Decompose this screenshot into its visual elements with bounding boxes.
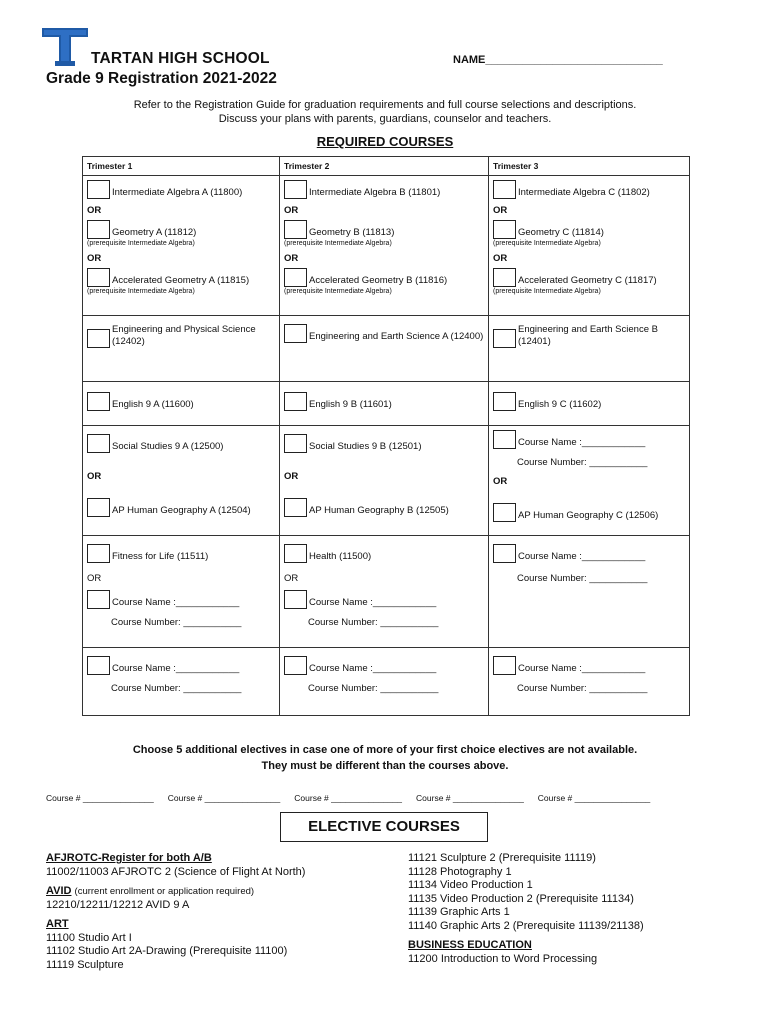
instruction-line-2: They must be different than the courses above.	[261, 760, 509, 772]
course-label: English 9 C (11602)	[518, 399, 602, 410]
course-label: AP Human Geography A (12504)	[112, 505, 251, 516]
checkbox[interactable]	[87, 656, 110, 675]
science-cell-3	[489, 316, 690, 382]
or-label: OR	[87, 253, 102, 264]
course-number-field[interactable]: Course Number: ___________	[517, 573, 648, 584]
checkbox[interactable]	[87, 392, 110, 411]
or-label: OR	[284, 205, 299, 216]
elective-item: 11134 Video Production 1	[408, 879, 533, 891]
checkbox[interactable]	[284, 268, 307, 287]
elective-cell-1	[83, 648, 280, 716]
course-number-field[interactable]: Course Number: ___________	[517, 457, 648, 468]
course-label: Accelerated Geometry A (11815)	[112, 275, 250, 286]
checkbox[interactable]	[87, 268, 110, 287]
english-cell-2	[280, 382, 489, 426]
course-name-field[interactable]: Course Name :____________	[309, 597, 437, 608]
course-number-field[interactable]: Course Number: ___________	[111, 617, 242, 628]
course-label: AP Human Geography C (12506)	[518, 510, 659, 521]
elective-item: 11135 Video Production 2 (Prerequisite 11134)	[408, 892, 634, 905]
trimester-3-header: Trimester 3	[489, 157, 690, 176]
course-name-field[interactable]: Course Name :____________	[518, 437, 646, 448]
checkbox[interactable]	[284, 590, 307, 609]
checkbox[interactable]	[493, 180, 516, 199]
course-label: Fitness for Life (11511)	[112, 551, 209, 562]
course-name-field[interactable]: Course Name :____________	[518, 663, 646, 674]
avid-note: (current enrollment or application required)	[74, 886, 255, 897]
checkbox[interactable]	[87, 180, 110, 199]
checkbox[interactable]	[493, 268, 516, 287]
or-label: OR	[284, 471, 299, 482]
prereq-note: (prerequisite Intermediate Algebra)	[87, 240, 195, 247]
checkbox[interactable]	[284, 656, 307, 675]
course-label: Engineering and Earth Science A (12400)	[309, 331, 484, 342]
instruction-line-1: Choose 5 additional electives in case one of more of your first choice electives are not available.	[132, 744, 638, 756]
school-name: TARTAN HIGH SCHOOL	[91, 50, 270, 67]
course-label: Accelerated Geometry B (11816)	[309, 275, 448, 286]
required-courses-title: REQUIRED COURSES	[316, 134, 454, 149]
elective-item: 11121 Sculpture 2 (Prerequisite 11119)	[408, 852, 596, 864]
checkbox[interactable]	[493, 544, 516, 563]
course-label: Intermediate Algebra A (11800)	[112, 187, 243, 198]
course-name-field[interactable]: Course Name :____________	[518, 551, 646, 562]
course-label: Engineering and Physical Science (12402)	[112, 324, 256, 347]
science-cell-2	[280, 316, 489, 382]
course-name-field[interactable]: Course Name :____________	[112, 663, 240, 674]
math-cell-1	[83, 176, 280, 316]
alternate-course-field[interactable]: Course # ________________	[537, 793, 651, 803]
elective-item: 11200 Introduction to Word Processing	[408, 952, 598, 965]
course-label: Social Studies 9 A (12500)	[112, 441, 224, 452]
intro-line-2: Discuss your plans with parents, guardians, counselor and teachers.	[218, 113, 552, 125]
elective-cell-2	[280, 648, 489, 716]
checkbox[interactable]	[87, 544, 110, 563]
elective-item: 11102 Studio Art 2A-Drawing (Prerequisite 11100)	[46, 945, 288, 957]
course-name-field[interactable]: Course Name :____________	[309, 663, 437, 674]
pe-cell-2	[280, 536, 489, 648]
or-label: OR	[493, 476, 508, 487]
or-label: OR	[493, 253, 508, 264]
trimester-1-header: Trimester 1	[83, 157, 280, 176]
checkbox[interactable]	[87, 329, 110, 348]
electives-right-column	[408, 852, 644, 966]
course-label: Intermediate Algebra C (11802)	[518, 187, 650, 198]
course-label: Geometry C (11814)	[518, 227, 604, 238]
elective-item: 11002/11003 AFJROTC 2 (Science of Flight At North)	[46, 865, 306, 878]
course-number-field[interactable]: Course Number: ___________	[517, 683, 648, 694]
or-label: OR	[284, 253, 299, 264]
course-label: English 9 B (11601)	[309, 399, 392, 410]
social-cell-3	[489, 426, 690, 536]
alternate-course-field[interactable]: Course # _______________	[294, 793, 403, 803]
checkbox[interactable]	[87, 220, 110, 239]
alternate-course-field[interactable]: Course # ________________	[167, 793, 281, 803]
intro-text	[0, 98, 770, 126]
checkbox[interactable]	[493, 430, 516, 449]
afjrotc-heading: AFJROTC-Register for both A/B	[46, 852, 212, 864]
pe-cell-1	[83, 536, 280, 648]
alternate-course-field[interactable]: Course # _______________	[416, 793, 524, 803]
english-cell-1	[83, 382, 280, 426]
or-label: OR	[87, 573, 102, 584]
elective-item: 11139 Graphic Arts 1	[408, 906, 510, 918]
checkbox[interactable]	[284, 498, 307, 517]
checkbox[interactable]	[493, 392, 516, 411]
checkbox[interactable]	[87, 590, 110, 609]
checkbox[interactable]	[493, 220, 516, 239]
checkbox[interactable]	[284, 544, 307, 563]
course-label: AP Human Geography B (12505)	[309, 505, 449, 516]
prereq-note: (prerequisite Intermediate Algebra)	[284, 240, 392, 247]
required-courses-table	[82, 156, 690, 716]
english-cell-3	[489, 382, 690, 426]
elective-item: 12210/12211/12212 AVID 9 A	[46, 898, 190, 911]
checkbox[interactable]	[284, 434, 307, 453]
trimester-2-header: Trimester 2	[280, 157, 489, 176]
course-label: English 9 A (11600)	[112, 399, 194, 410]
course-label: Health (11500)	[309, 551, 372, 562]
art-heading: ART	[46, 918, 69, 930]
checkbox[interactable]	[493, 503, 516, 522]
course-number-field[interactable]: Course Number: ___________	[111, 683, 242, 694]
course-number-field[interactable]: Course Number: ___________	[308, 683, 439, 694]
alternate-course-fields	[46, 793, 650, 803]
course-label: Engineering and Earth Science B (12401)	[518, 324, 658, 347]
course-label: Geometry B (11813)	[309, 227, 395, 238]
course-label: Accelerated Geometry C (11817)	[518, 275, 657, 286]
alternate-course-field[interactable]: Course # _______________	[46, 793, 154, 803]
school-logo-icon	[42, 28, 88, 66]
social-cell-1	[83, 426, 280, 536]
or-label: OR	[87, 471, 102, 482]
checkbox[interactable]	[284, 180, 307, 199]
intro-line-1: Refer to the Registration Guide for graduation requirements and full course selections and descriptions.	[133, 99, 637, 111]
checkbox[interactable]	[284, 220, 307, 239]
prereq-note: (prerequisite Intermediate Algebra)	[493, 240, 601, 247]
additional-electives-instructions	[0, 742, 770, 774]
prereq-note: (prerequisite Intermediate Algebra)	[87, 288, 195, 295]
electives-left-column	[46, 852, 305, 972]
or-label: OR	[284, 573, 299, 584]
checkbox[interactable]	[493, 656, 516, 675]
elective-item: 11100 Studio Art I	[46, 931, 132, 944]
page-title: Grade 9 Registration 2021-2022	[46, 70, 277, 87]
social-cell-2	[280, 426, 489, 536]
math-cell-2	[280, 176, 489, 316]
pe-cell-3	[489, 536, 690, 648]
elective-courses-title: ELECTIVE COURSES	[280, 812, 488, 842]
elective-item: 11128 Photography 1	[408, 865, 512, 878]
prereq-note: (prerequisite Intermediate Algebra)	[284, 288, 392, 295]
checkbox[interactable]	[87, 498, 110, 517]
prereq-note: (prerequisite Intermediate Algebra)	[493, 288, 601, 295]
name-field[interactable]: NAME_____________________________	[453, 54, 663, 66]
checkbox[interactable]	[87, 434, 110, 453]
business-education-heading: BUSINESS EDUCATION	[408, 939, 532, 951]
avid-heading: AVID	[46, 885, 72, 897]
course-name-field[interactable]: Course Name :____________	[112, 597, 240, 608]
checkbox[interactable]	[284, 392, 307, 411]
elective-item: 11119 Sculpture	[46, 958, 124, 971]
science-cell-1	[83, 316, 280, 382]
math-cell-3	[489, 176, 690, 316]
checkbox[interactable]	[493, 329, 516, 348]
or-label: OR	[87, 205, 102, 216]
course-label: Social Studies 9 B (12501)	[309, 441, 422, 452]
course-label: Geometry A (11812)	[112, 227, 197, 238]
elective-item: 11140 Graphic Arts 2 (Prerequisite 11139/21138)	[408, 919, 644, 932]
course-number-field[interactable]: Course Number: ___________	[308, 617, 439, 628]
elective-cell-3	[489, 648, 690, 716]
or-label: OR	[493, 205, 508, 216]
checkbox[interactable]	[284, 324, 307, 343]
course-label: Intermediate Algebra B (11801)	[309, 187, 441, 198]
